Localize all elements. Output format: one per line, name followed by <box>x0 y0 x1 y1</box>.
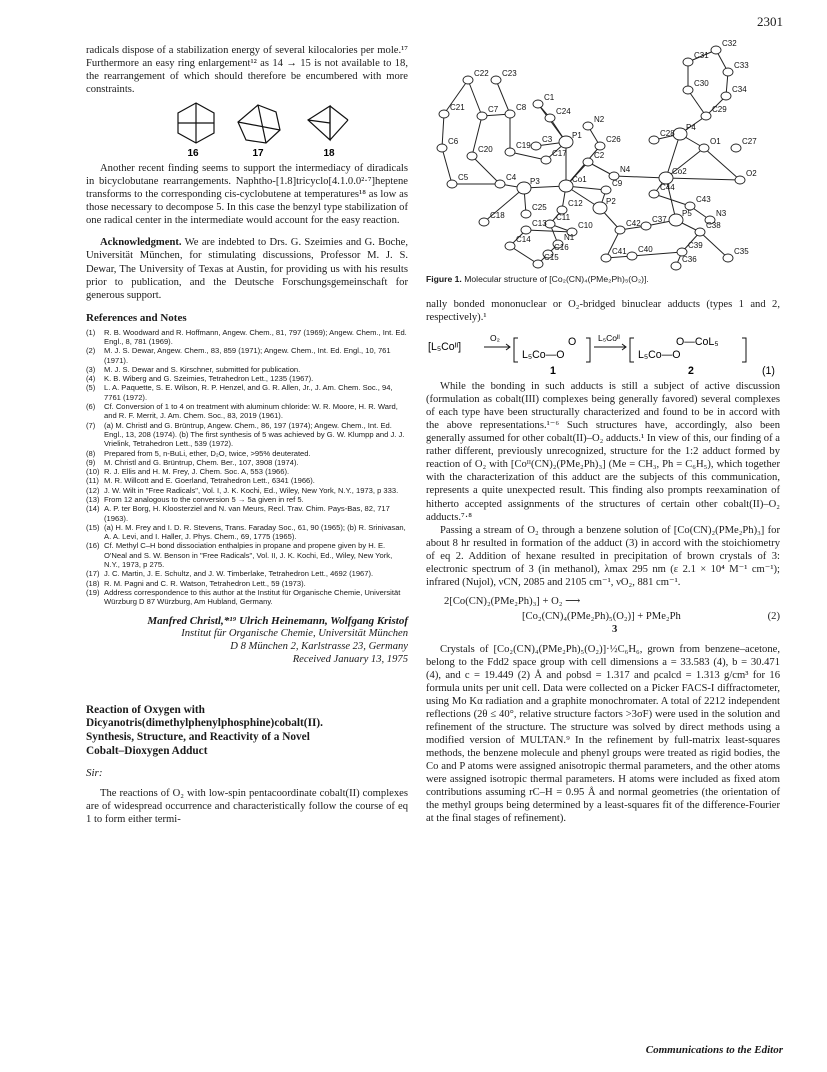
salutation: Sir: <box>86 766 103 779</box>
reference-text: A. P. ter Borg, H. Kloosterziel and N. van Meurs, Recl. Trav. Chim. Pays-Bas, 82, 717 (1963). <box>104 504 390 523</box>
atom-label: C33 <box>734 61 749 70</box>
atom-ellipse <box>467 152 477 160</box>
reference-number: (15) <box>86 522 100 532</box>
atom-ellipse <box>711 46 721 54</box>
reference-number: (5) <box>86 383 96 393</box>
atom-label: C38 <box>706 221 721 230</box>
reference-number: (11) <box>86 476 99 486</box>
equation-2 <box>426 593 780 637</box>
reference-text: J. C. Martin, J. E. Schultz, and J. W. Timberlake, Tetrahedron Lett., 4692 (1967). <box>104 569 374 579</box>
paragraph-reactions: The reactions of O₂ with low-spin pentacoordinate cobalt(II) complexes are of widespread occurrence and characteristically follow the course of eq 1 to form either termi- <box>86 787 408 825</box>
eq1-number: (1) <box>762 365 775 378</box>
atom-ellipse <box>723 68 733 76</box>
reference-item <box>86 523 408 542</box>
atom-label: C27 <box>742 137 757 146</box>
reference-text: R. M. Pagni and C. R. Watson, Tetrahedron Lett., 59 (1973). <box>104 578 306 588</box>
atom-label: C6 <box>448 137 459 146</box>
reference-number: (10) <box>86 467 100 477</box>
atom-label: C14 <box>516 235 531 244</box>
bond <box>704 148 740 180</box>
eq1-right: L₅Co—O <box>638 349 681 362</box>
footer-section: Communications to the Editor <box>645 1044 783 1056</box>
reference-item <box>86 579 408 588</box>
atom-ellipse <box>559 136 573 148</box>
reference-number: (6) <box>86 402 96 412</box>
bond <box>526 230 572 232</box>
atom-label: C8 <box>516 103 527 112</box>
atom-label: C31 <box>694 51 709 60</box>
structure-16 <box>178 103 214 143</box>
reference-item <box>86 588 408 607</box>
bond <box>442 114 444 148</box>
ack-text: We are indebted to Drs. G. Szeimies and G. Boche, Universität München, for stimulating discussions, Professor M. J. S. Dewar, The University of Texas at Austin, for providing us with his results prior to publication, and the Deutsche Forschungsgemeinschaft for generous support. <box>86 237 408 301</box>
atom-label: C18 <box>490 211 505 220</box>
paragraph-bonding: While the bonding in such adducts is still a subject of active discussion (formulation as cobalt(III) complexes being generally favored) several complexes of each type have been structurally characterized and found to be in accord with the above representations.¹⁻⁶ Such structures have, accordingly, also been generally assumed for other cobalt(II)–O₂ adducts.¹ In view of this, our finding of a rather different, previously unrecognized, structure for the 1:2 adduct formed by reaction of O₂ with [Coᴵᴵ(CN)₂(PMe₂Ph)₃] (Me = CH₃, Ph = C₆H₅), which together with the characterization of this adduct are the subjects of this communication, represents a quite unexpected result. This finding also prompts reexamination of hitherto accepted assignments of the structures of certain other cobalt(II)–O₂ adducts.⁷·⁸ <box>426 381 780 523</box>
atom-label: C42 <box>626 219 641 228</box>
bond <box>510 152 546 160</box>
ack-label: Acknowledgment. <box>100 237 182 249</box>
paragraph-diradicals: Another recent finding seems to support the intermediacy of diradicals in bicyclobutane rearrangements. Naphtho-[1.8]tricyclo[4.1.0.0²·⁷]heptene transforms to the corresponding cis-cyclobutene at temperatures¹⁸ as low as those necessary to decompose 5. In this case the benzyl type stabilization of one radical center in the intermediate would account for the easy reaction. <box>86 163 408 227</box>
atom-label: N1 <box>564 233 575 242</box>
atom-ellipse <box>463 76 473 84</box>
article-title-line-4: Cobalt–Dioxygen Adduct <box>86 744 208 757</box>
references-list <box>86 328 408 607</box>
reference-item <box>86 486 408 495</box>
reference-text: Address correspondence to this author at the Institut für Organische Chemie, Universität Würzburg D 87 Würzburg, Am Hubland, Germany. <box>104 587 401 607</box>
atom-ellipse <box>593 202 607 214</box>
atom-label: C28 <box>660 129 675 138</box>
structure-18 <box>308 106 348 140</box>
eq1-mid: L₅Co—O <box>522 349 565 362</box>
reference-text: From 12 analogous to the conversion 5 → 5a given in ref 5. <box>104 495 304 504</box>
paragraph-synthesis: Passing a stream of O₂ through a benzene solution of [Co(CN)₂(PMe₂Ph)₃] for about 8 hr resulted in formation of the adduct (3) in accord with the stoichiometry of eq 2. Addition of hexane resulted in precipitation of brown crystals of 3: electronic spectrum of 3 (in methanol), λmax 295 nm (ε 2.1 × 10⁴ M⁻¹ cm⁻¹); infrared (Nujol), νCN, 2085 and 2105 cm⁻¹, νO₂, 881 cm⁻¹. <box>426 524 780 588</box>
label-18: 18 <box>323 148 335 160</box>
atom-ellipse <box>731 144 741 152</box>
article-title-line-3: Synthesis, Structure, and Reactivity of a Novel <box>86 731 310 744</box>
atom-ellipse <box>671 262 681 270</box>
structures-16-17-18 <box>86 100 408 158</box>
reference-number: (3) <box>86 364 96 374</box>
reference-text: K. B. Wiberg and G. Szeimies, Tetrahedron Lett., 1235 (1967). <box>104 374 314 384</box>
reference-text: Cf. Methyl C–H bond dissociation enthalpies in propane and propene given by H. E. O'Neal and S. W. Benson in "Free Radicals", Vol. II, J. K. Kochi, Ed., Wiley, New York, N.Y., 1973, p 275. <box>104 541 393 570</box>
atom-ellipse <box>439 110 449 118</box>
reference-number: (18) <box>86 578 100 588</box>
reference-number: (7) <box>86 420 96 430</box>
reference-number: (4) <box>86 374 96 384</box>
atom-ellipse <box>505 110 515 118</box>
bond <box>442 148 452 184</box>
reference-number: (13) <box>86 495 100 504</box>
atom-ellipse <box>673 128 687 140</box>
eq1-label-2: 2 <box>688 365 694 378</box>
reference-item <box>86 346 408 365</box>
received-date: Received January 13, 1975 <box>292 653 408 665</box>
eq2-number: (2) <box>767 610 780 622</box>
atom-label: C5 <box>458 173 469 182</box>
atom-ellipse <box>595 142 605 150</box>
atom-label: O1 <box>710 137 721 146</box>
affiliation-line-1: Institut für Organische Chemie, Universität München <box>181 627 408 639</box>
reference-text: (a) M. Christl and G. Brüntrup, Angew. Chem., 86, 197 (1974); Angew. Chem., Int. Ed. Engl., 13, 208 (1974). (b) The first synthesis of 5 was achieved by G. W. Klumpp and J. J. Vrielink, Tetrahedron Lett., 539 (1972). <box>104 420 405 449</box>
atom-label: C19 <box>516 141 531 150</box>
atom-ellipse <box>437 144 447 152</box>
reference-number: (14) <box>86 504 100 514</box>
atom-ellipse <box>583 122 593 130</box>
atom-label: C41 <box>612 247 627 256</box>
reference-number: (12) <box>86 485 100 495</box>
label-17: 17 <box>252 148 264 160</box>
bond <box>666 178 740 180</box>
reference-number: (16) <box>86 541 100 551</box>
atom-ellipse <box>683 58 693 66</box>
atom-ellipse <box>505 242 515 250</box>
atom-label: C9 <box>612 179 623 188</box>
atom-ellipse <box>479 218 489 226</box>
atom-label: C39 <box>688 241 703 250</box>
reference-text: Prepared from 5, n-BuLi, ether, D₂O, twice, >95% deuterated. <box>104 448 311 458</box>
atom-ellipse <box>683 86 693 94</box>
page-number: 2301 <box>757 14 783 29</box>
left-column <box>86 44 408 826</box>
atom-label: C20 <box>478 145 493 154</box>
bond <box>468 80 482 116</box>
reference-item <box>86 495 408 504</box>
atom-label: N3 <box>716 209 727 218</box>
reference-item <box>86 328 408 347</box>
reference-number: (8) <box>86 448 96 458</box>
label-16: 16 <box>187 148 199 160</box>
eq1-lco: L₅Coᴵᴵ <box>598 333 620 344</box>
atom-ellipse <box>447 180 457 188</box>
atom-label: C3 <box>542 135 553 144</box>
reference-item <box>86 383 408 402</box>
atom-label: C25 <box>532 203 547 212</box>
atom-label: C40 <box>638 245 653 254</box>
atom-label: P4 <box>686 123 696 132</box>
reference-item <box>86 449 408 458</box>
atom-ellipse <box>495 180 505 188</box>
caption-label: Figure 1. <box>426 274 462 284</box>
equation-1 <box>426 330 780 376</box>
eq1-right-tail: O—CoL₅ <box>676 336 719 349</box>
article-title-line-2: Dicyanotris(dimethylphenylphosphine)cobalt(II). <box>86 717 323 730</box>
reference-item <box>86 476 408 485</box>
atom-label: C35 <box>734 247 749 256</box>
atom-ellipse <box>583 158 593 166</box>
eq1-reactant: [L₅Coᴵᴵ] <box>428 341 462 354</box>
atom-ellipse <box>615 226 625 234</box>
atom-label: C30 <box>694 79 709 88</box>
reference-number: (9) <box>86 457 96 467</box>
reference-item <box>86 541 408 569</box>
reference-text: L. A. Paquette, S. E. Wilson, R. P. Henzel, and G. R. Allen, Jr., J. Am. Chem. Soc., 94, 7761 (1972). <box>104 383 393 402</box>
right-column <box>426 39 780 826</box>
atom-ellipse <box>601 254 611 262</box>
atom-ellipse <box>649 136 659 144</box>
eq2-line-2: [Co₂(CN)₄(PMe₂Ph)₅(O₂)] + PMe₂Ph <box>522 610 681 622</box>
atom-ellipse <box>669 214 683 226</box>
reference-item <box>86 365 408 374</box>
atom-ellipse <box>533 100 543 108</box>
atom-label: P1 <box>572 131 582 140</box>
article-title-line-1: Reaction of Oxygen with <box>86 703 205 716</box>
reference-item <box>86 569 408 578</box>
reference-text: M. Christl and G. Brüntrup, Chem. Ber., 107, 3908 (1974). <box>104 457 299 467</box>
eq2-line-1: 2[Co(CN)₂(PMe₂Ph)₃] + O₂ ⟶ <box>444 595 581 607</box>
atom-ellipse <box>627 252 637 260</box>
atom-label: Co1 <box>572 175 587 184</box>
reference-item <box>86 458 408 467</box>
atom-label: N2 <box>594 115 605 124</box>
atom-ellipse <box>721 92 731 100</box>
atom-label: C2 <box>594 151 605 160</box>
acknowledgment <box>86 236 408 301</box>
atom-label: O2 <box>746 169 757 178</box>
atom-label: P5 <box>682 209 692 218</box>
authors: Manfred Christl,*¹⁹ Ulrich Heinemann, Wolfgang Kristof <box>147 614 408 627</box>
molecular-structure-figure <box>426 39 780 268</box>
atom-label: C17 <box>552 149 567 158</box>
atom-ellipse <box>477 112 487 120</box>
atom-ellipse <box>545 114 555 122</box>
reference-number: (17) <box>86 569 100 579</box>
eq2-label-3: 3 <box>612 623 618 635</box>
bond <box>472 156 500 184</box>
reference-text: R. J. Ellis and H. M. Frey, J. Chem. Soc. A, 553 (1966). <box>104 467 290 477</box>
reference-text: R. B. Woodward and R. Hoffmann, Angew. Chem., 81, 797 (1969); Angew. Chem., Int. Ed. Engl., 8, 781 (1969). <box>104 327 407 346</box>
atom-ellipse <box>649 190 659 198</box>
atom-ellipse <box>521 210 531 218</box>
reference-item <box>86 374 408 383</box>
atom-label: P3 <box>530 177 540 186</box>
paragraph-adducts: nally bonded mononuclear or O₂-bridged binuclear adducts (types 1 and 2, respectively).¹ <box>426 299 780 324</box>
eq1-o2: O₂ <box>490 333 500 344</box>
atom-ellipse <box>641 222 651 230</box>
atom-label: C4 <box>506 173 517 182</box>
atom-label: N4 <box>620 165 631 174</box>
atom-ellipse <box>521 226 531 234</box>
references-title: References and Notes <box>86 311 187 324</box>
atom-label: C29 <box>712 105 727 114</box>
atom-ellipse <box>695 228 705 236</box>
reference-text: Cf. Conversion of 1 to 4 on treatment with aluminum chloride: W. R. Moore, H. R. Ward, and R. F. Merrit, J. Am. Chem. Soc., 83, 2019 (1961). <box>104 402 398 421</box>
reference-text: J. W. Wilt in "Free Radicals", Vol. I, J. K. Kochi, Ed., Wiley, New York, N.Y., 1973, p 333. <box>104 485 399 495</box>
affiliation-line-2: D 8 München 2, Karlstrasse 23, Germany <box>230 640 408 652</box>
atom-label: C16 <box>554 243 569 252</box>
reference-item <box>86 402 408 421</box>
eq1-label-1: 1 <box>550 365 556 378</box>
reference-text: (a) H. M. Frey and I. D. R. Stevens, Trans. Faraday Soc., 61, 90 (1965); (b) R. Srinivasan, A. A. Levi, and I. Haller, J. Phys. Chem., 69, 1775 (1965). <box>104 522 406 542</box>
atom-ellipse <box>701 112 711 120</box>
intro-paragraph: radicals dispose of a stabilization energy of several kilocalories per mole.¹⁷ Furthermore an easy ring enlargement¹² as 14 → 15 is not available to 18, the rearrangement of which should therefore be encumbered with more constraints. <box>86 45 408 96</box>
atom-label: C44 <box>660 183 675 192</box>
atom-ellipse <box>723 254 733 262</box>
atom-label: C24 <box>556 107 571 116</box>
atom-label: C13 <box>532 219 547 228</box>
atom-ellipse <box>517 182 531 194</box>
atom-ellipse <box>559 180 573 192</box>
reference-text: M. J. S. Dewar and S. Kirschner, submitted for publication. <box>104 364 301 374</box>
reference-number: (19) <box>86 587 100 597</box>
atom-label: Co2 <box>672 167 687 176</box>
reference-text: M. R. Willcott and E. Goerland, Tetrahedron Lett., 6341 (1966). <box>104 476 315 486</box>
atom-ellipse <box>533 260 543 268</box>
bond <box>614 176 666 178</box>
reference-item <box>86 467 408 476</box>
structure-17 <box>238 105 280 143</box>
atom-label: C34 <box>732 85 747 94</box>
atom-label: C1 <box>544 93 555 102</box>
atom-label: C10 <box>578 221 593 230</box>
atom-label: C15 <box>544 253 559 262</box>
reference-number: (2) <box>86 346 96 356</box>
atom-ellipse <box>601 186 611 194</box>
atom-label: C21 <box>450 103 465 112</box>
atom-label: C36 <box>682 255 697 264</box>
atom-ellipse <box>541 156 551 164</box>
atom-ellipse <box>505 148 515 156</box>
atom-label: C32 <box>722 39 737 48</box>
atom-label: C7 <box>488 105 499 114</box>
atom-label: C37 <box>652 215 667 224</box>
atom-label: C22 <box>474 69 489 78</box>
atom-label: C43 <box>696 195 711 204</box>
eq1-mid-o: O <box>568 336 577 349</box>
atom-label: C26 <box>606 135 621 144</box>
caption-text: Molecular structure of [Co₂(CN)₄(PMe₂Ph)₅(O₂)]. <box>461 274 649 284</box>
reference-item <box>86 421 408 449</box>
paragraph-crystals: Crystals of [Co₂(CN)₄(PMe₂Ph)₅(O₂)]·½C₆H₆, grown from benzene–acetone, belong to the Fdd2 space group with cell dimensions a = 33.583 (4), b = 30.471 (4), and c = 19.449 (2) Å and ρobsd = 1.317 and ρcalcd = 1.313 g/cm³ for 16 formula units per unit cell. Data were collected on a Picker FACS-I diffractometer, using Mo Kα radiation and a graphite monochromater. A total of 2212 independent reflections (2θ ≤ 40°, relative structure factors >3σF) were used in the solution and refinement of the structure. The structure was solved by direct methods using a modified version of MULTAN.⁹ In the refinement by full-matrix least-squares methods, the benzene molecule and phenyl groups were treated as rigid bodies, the Co and P atoms were assigned anisotropic thermal parameters, and the other atoms were assigned isotropic thermal parameters. H atoms were included as fixed atom contributions assuming rC–H = 0.95 Å and normal geometries (the orientation of the methyl groups being determined by a least-squares fit of the difference-Fourier at the final stages of refinement). <box>426 643 780 825</box>
reference-text: M. J. S. Dewar, Angew. Chem., 83, 859 (1971); Angew. Chem., Int. Ed. Engl., 10, 761 (1971). <box>104 346 391 365</box>
atom-label: C11 <box>556 213 571 222</box>
reference-item <box>86 504 408 523</box>
bond <box>700 232 728 258</box>
atom-ellipse <box>491 76 501 84</box>
atom-label: P2 <box>606 197 616 206</box>
atom-label: C23 <box>502 69 517 78</box>
atom-label: C12 <box>568 199 583 208</box>
bond <box>688 90 706 116</box>
atom-ellipse <box>531 142 541 150</box>
atom-ellipse <box>735 176 745 184</box>
reference-number: (1) <box>86 327 96 337</box>
atom-ellipse <box>699 144 709 152</box>
figure-caption <box>426 274 780 284</box>
